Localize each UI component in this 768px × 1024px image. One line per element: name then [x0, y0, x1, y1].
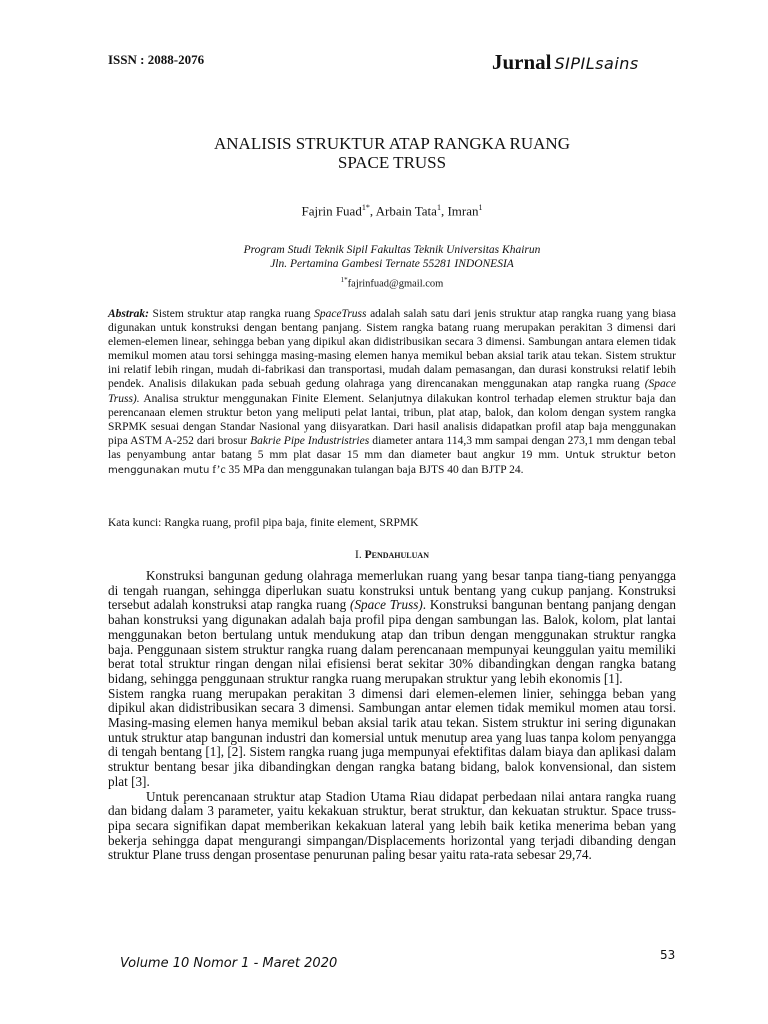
- body-text: [108, 569, 676, 863]
- paragraph-3: Untuk perencanaan struktur atap Stadion Utama Riau didapat perbedaan nilai antara rangka ruang dan bidang dalam 3 parameter, yaitu kekakuan struktur, berat struktur, dan kekuatan struktur. Space truss-pipa secara signifikan dapat memberikan kekakuan lateral yang lebih baik ketika menerima beban yang bekerja sehingga dapat mengurangi simpangan/Displacements horizontal yang terjadi dibanding dengan struktur Plane truss dengan prosentase penurunan paling besar yaitu rata-rata sebesar 29,74.: [108, 788, 676, 863]
- page-number: 53: [660, 948, 676, 962]
- affiliation-line-2: Jln. Pertamina Gambesi Ternate 55281 INDONESIA: [270, 258, 514, 270]
- abstract-emphasis: (Space Truss).: [108, 378, 676, 405]
- email-address: fajrinfuad@gmail.com: [347, 278, 444, 290]
- abstract-text: diameter antara 114,3 mm sampai dengan 273,1 mm dengan tebal las penyambung antar batang 5 mm plat dasar 15 mm dan diameter baut angkur 19 mm.: [108, 434, 676, 461]
- author-email: [108, 276, 676, 290]
- author-separator: ,: [369, 203, 376, 219]
- paragraph-2: Sistem rangka ruang merupakan perakitan 3 dimensi dari elemen-elemen linier, sehingga beban yang dipikul akan didistribusikan secara 3 dimensi. Sambungan antar elemen tidak memikul momen atau torsi. Masing-masing elemen hanya memikul beban aksial tarik atau tekan. Sistem struktur ini sering digunakan untuk struktur atap bangunan industri dan komersial untuk menutup area yang luas tanpa kolom penyangga di tengah bentang [1], [2]. Sistem rangka ruang juga mempunyai efektifitas dalam biaya dan aplikasi dalam struktur bentang besar jika dibandingkan dengan rangka batang bidang, balok konvensional, dan sistem plat [3].: [108, 685, 676, 789]
- abstract-text: adalah salah satu dari jenis struktur atap rangka ruang yang biasa digunakan untuk konstruksi dengan bentang panjang. Sistem rangka batang ruang merupakan perakitan 3 dimensi dari elemen-elemen linear, sehingga beban yang dipikul akan didistribusikan secara 3 dimensi. Sambungan antara elemen tidak memikul momen atau torsi sehingga masing-masing elemen hanya memikul beban aksial tarik atau tekan. Sistem struktur ini relatif lebih ringan, mudah di-fabrikasi dan transportasi, mudah dalam pemasangan, dan durasi konstruksi relatif lebih pendek. Analisis dilakukan pada sebuah gedung olahraga yang direncanakan menggunakan atap rangka ruang: [108, 308, 676, 391]
- author-3: Imran: [447, 203, 479, 219]
- email-marker: 1*: [340, 276, 348, 284]
- affiliation-line-1: Program Studi Teknik Sipil Fakultas Teknik Universitas Khairun: [243, 244, 541, 256]
- affiliation: [108, 243, 676, 271]
- abstract-text-sans: Untuk struktur beton menggunakan mutu: [108, 449, 676, 477]
- journal-name: [492, 50, 639, 75]
- abstract: [108, 307, 676, 478]
- author-1-affil: 1*: [361, 203, 370, 212]
- abstract-emphasis: SpaceTruss: [314, 308, 367, 320]
- abstract-text: Analisa struktur menggunakan Finite Element. Selanjutnya dilakukan kontrol terhadap elemen struktur baja dan perencanaan elemen struktur beton yang meliputi pelat lantai, tribun, plat atap, balok, dan kolom dengan system rangka SRPMK sesuai dengan Standar Nasional yang diisyaratkan. Dari hasil analisis didapatkan profil atap baja menggunakan pipa ASTM A-252 dari brosur: [108, 392, 676, 447]
- author-2: Arbain Tata: [375, 203, 437, 219]
- section-heading: [108, 549, 676, 561]
- author-list: [108, 203, 676, 219]
- author-2-affil: 1: [436, 203, 441, 212]
- title-line-2: SPACE TRUSS: [337, 153, 447, 172]
- abstract-emphasis: Bakrie Pipe Industristries: [250, 434, 370, 447]
- journal-brand: SIPILsains: [554, 54, 639, 73]
- paper-title: [108, 134, 676, 172]
- footer-volume: Volume 10 Nomor 1 - Maret 2020: [120, 956, 338, 971]
- title-line-1: ANALISIS STRUKTUR ATAP RANGKA RUANG: [214, 134, 570, 153]
- paragraph-text: . Konstruksi bangunan bentang panjang dengan bahan konstruksi yang digunakan adalah baja profil pipa dengan sambungan las. Balok, kolom, plat lantai menggunakan beton bertulang untuk mendukung atap dan tribun dengan menggunakan struktur rangka baja. Penggunaan sistem struktur rangka ruang dalam perencanaan mempunyai keunggulan yaitu memiliki berat total struktur ringan dengan nilai efisiensi berat sekitar 30% dibandingkan dengan rangka batang bidang, sehingga penggunaan struktur rangka ruang merupakan struktur yang lebih ekonomis [1].: [108, 597, 676, 686]
- author-separator: ,: [440, 203, 448, 219]
- section-title: Pendahuluan: [364, 549, 429, 561]
- author-3-affil: 1: [478, 203, 483, 212]
- section-number: I.: [355, 549, 365, 561]
- paragraph-text: Konstruksi bangunan gedung olahraga memerlukan ruang yang besar tanpa tiang-tiang penyangga di tengah ruangan, sehingga diperlukan suatu konstruksi untuk bentang yang cukup panjang. Konstruksi tersebut adalah konstruksi atap rangka ruang: [108, 568, 676, 613]
- abstract-text: f’c 35 MPa dan menggunakan tulangan baja BJTS 40 dan BJTP 24.: [209, 464, 524, 477]
- issn-label: ISSN : 2088-2076: [108, 52, 205, 67]
- paragraph-1: [108, 569, 676, 687]
- author-1: Fajrin Fuad: [301, 203, 362, 219]
- paragraph-emphasis: (Space Truss): [350, 597, 423, 613]
- keywords: Kata kunci: Rangka ruang, profil pipa baja, finite element, SRPMK: [108, 517, 419, 529]
- journal-word: Jurnal: [492, 50, 552, 74]
- abstract-label: Abstrak:: [108, 308, 149, 320]
- abstract-text: Sistem struktur atap rangka ruang: [148, 308, 315, 320]
